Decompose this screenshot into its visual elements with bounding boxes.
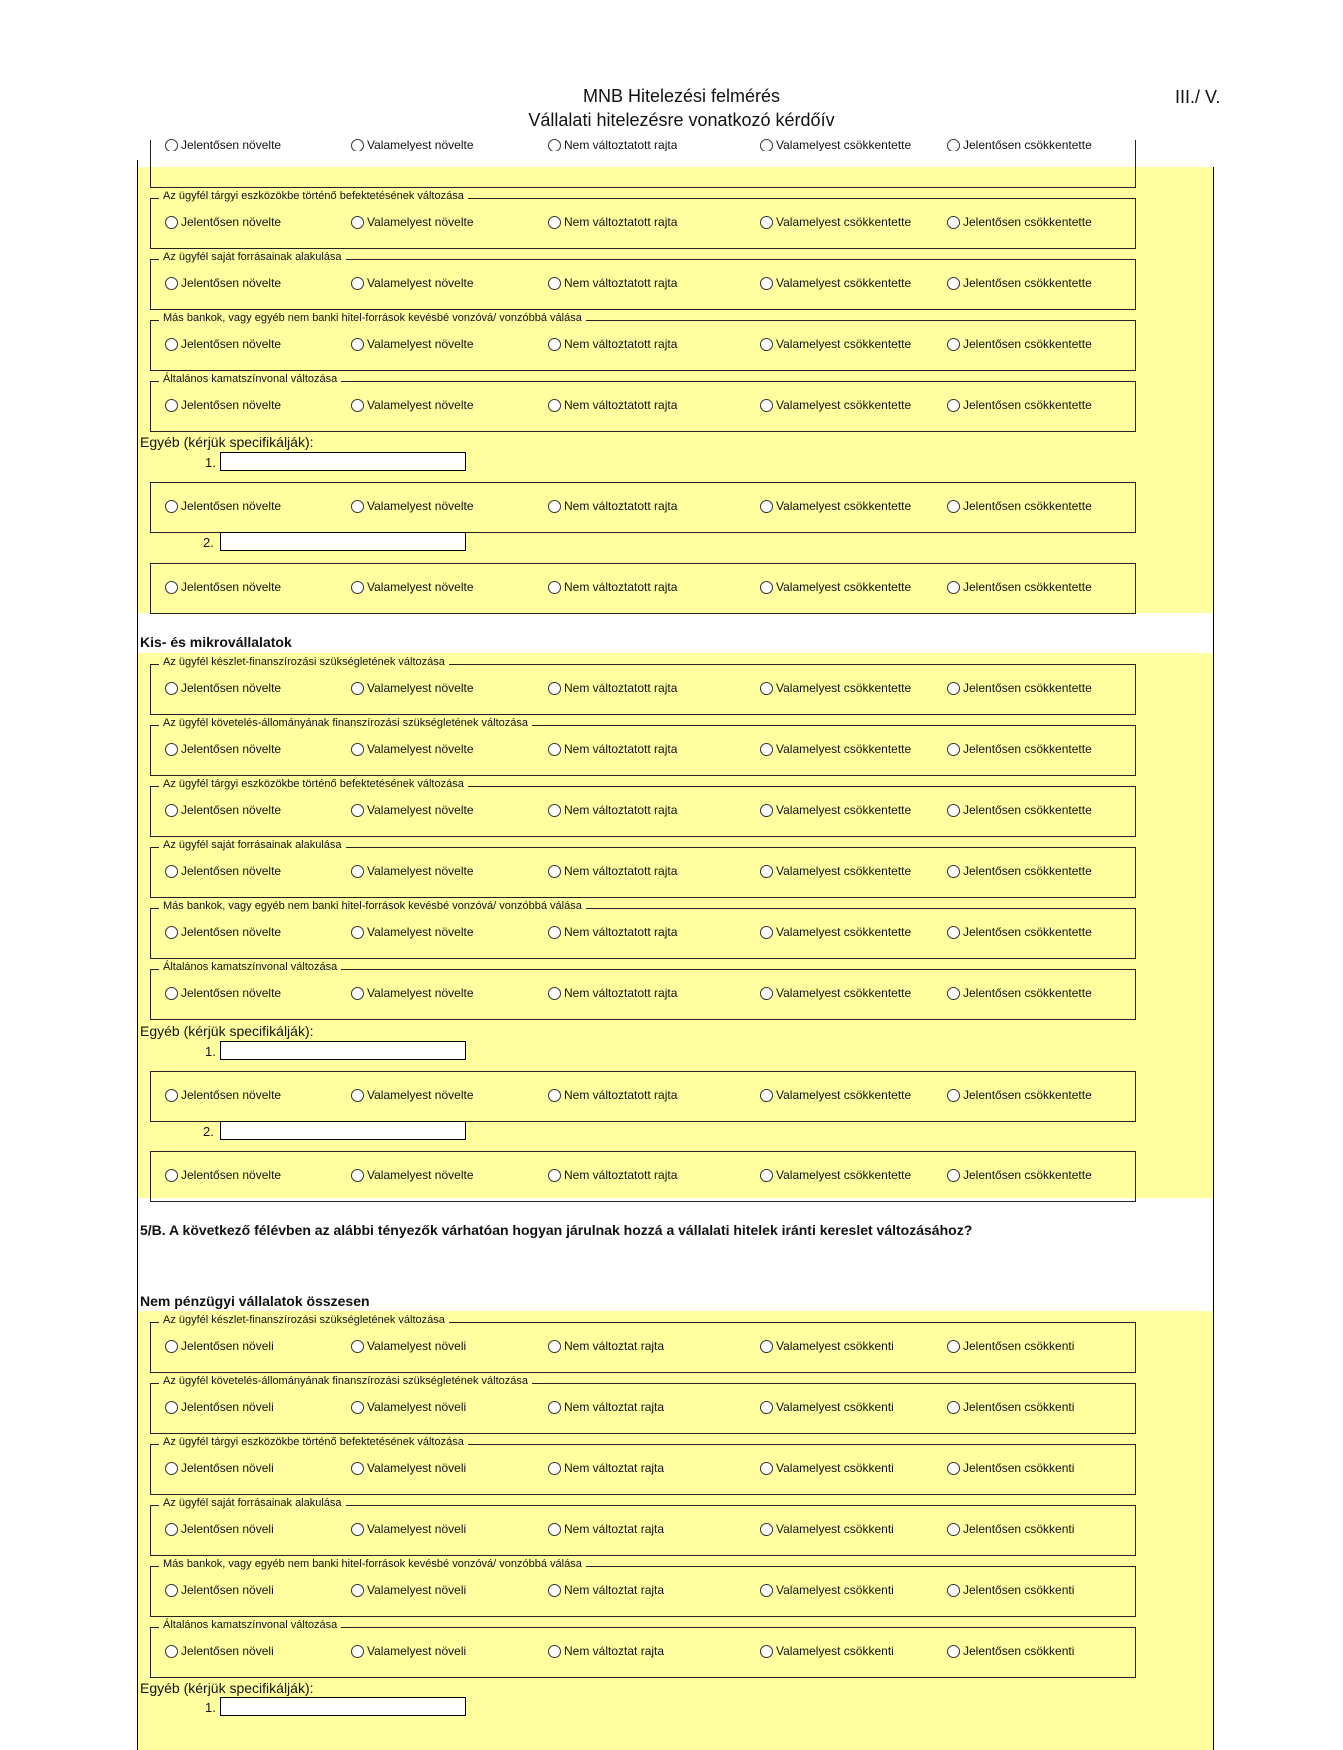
radio-icon[interactable] [165,1401,178,1414]
radio-icon[interactable] [165,216,178,229]
other-input-1[interactable] [220,1697,466,1716]
form-subtitle: Vállalati hitelezésre vonatkozó kérdőív [528,110,835,130]
radio-icon[interactable] [947,399,960,412]
option[interactable]: Nem változtatott rajta [548,139,677,151]
option-no-change[interactable]: Nem változtat rajta [548,1522,664,1536]
radio-icon[interactable] [947,987,960,1000]
factor-group-interest [150,1619,1136,1678]
option-slight-decrease[interactable]: Valamelyest csökkentette [760,276,911,290]
radio-icon[interactable] [548,581,561,594]
option-slight-decrease[interactable]: Valamelyest csökkenti [760,1522,894,1536]
section-title-nonfinancial: Nem pénzügyi vállalatok összesen [140,1293,370,1309]
factor-group-receivables [150,1375,1136,1434]
factor-group-own-funds [150,839,1136,898]
option-strong-decrease[interactable]: Jelentősen csökkentette [947,276,1092,290]
radio-icon[interactable] [351,338,364,351]
radio-icon[interactable] [947,1089,960,1102]
option-no-change[interactable]: Nem változtatott rajta [548,742,677,756]
option-slight-increase[interactable]: Valamelyest növeli [351,1522,466,1536]
factor-label: Más bankok, vagy egyéb nem banki hitel-források kevésbé vonzóvá/ vonzóbbá válása [159,312,586,325]
option-strong-increase[interactable]: Jelentősen növeli [165,1400,274,1414]
radio-icon[interactable] [548,926,561,939]
radio-icon[interactable] [947,682,960,695]
option-slight-decrease[interactable]: Valamelyest csökkenti [760,1583,894,1597]
factor-label: Az ügyfél követelés-állományának finanszírozási szükségletének változása [159,1375,532,1388]
option-slight-decrease[interactable]: Valamelyest csökkentette [760,215,911,229]
radio-icon[interactable] [947,338,960,351]
option-slight-decrease[interactable]: Valamelyest csökkentette [760,864,911,878]
radio-icon[interactable] [351,804,364,817]
option-no-change[interactable]: Nem változtatott rajta [548,215,677,229]
radio-icon[interactable] [760,338,773,351]
question-5b: 5/B. A következő félévben az alábbi tényezők várhatóan hogyan járulnak hozzá a vállalati hitelek iránti kereslet változásához? [140,1222,973,1238]
other-input-2[interactable] [220,1121,466,1140]
option-strong-decrease[interactable]: Jelentősen csökkenti [947,1522,1074,1536]
other-label: Egyéb (kérjük specifikálják): [140,1680,314,1696]
option-slight-decrease[interactable]: Valamelyest csökkentette [760,925,911,939]
radio-icon[interactable] [351,1645,364,1658]
option-slight-increase[interactable]: Valamelyest növeli [351,1644,466,1658]
radio-icon[interactable] [548,987,561,1000]
radio-icon[interactable] [548,338,561,351]
option-no-change[interactable]: Nem változtatott rajta [548,803,677,817]
option-strong-increase[interactable]: Jelentősen növeli [165,1461,274,1475]
option-slight-increase[interactable]: Valamelyest növelte [351,398,474,412]
radio-icon[interactable] [351,581,364,594]
option-slight-decrease[interactable]: Valamelyest csökkentette [760,398,911,412]
radio-icon[interactable] [947,1584,960,1597]
radio-icon[interactable] [760,1462,773,1475]
radio-icon[interactable] [947,277,960,290]
option-strong-decrease[interactable]: Jelentősen csökkentette [947,337,1092,351]
option-no-change[interactable]: Nem változtatott rajta [548,986,677,1000]
option-strong-increase[interactable]: Jelentősen növelte [165,986,281,1000]
radio-icon[interactable] [548,1169,561,1182]
option-slight-decrease[interactable]: Valamelyest csökkenti [760,1461,894,1475]
option-slight-increase[interactable]: Valamelyest növeli [351,1339,466,1353]
radio-icon[interactable] [760,581,773,594]
radio-icon[interactable] [947,804,960,817]
radio-icon[interactable] [165,1089,178,1102]
factor-label: Az ügyfél saját forrásainak alakulása [159,1497,346,1510]
left-border [137,160,138,1750]
radio-icon[interactable] [760,1584,773,1597]
radio-icon[interactable] [947,1462,960,1475]
option-slight-decrease[interactable]: Valamelyest csökkentette [760,986,911,1000]
factor-label: Általános kamatszínvonal változása [159,1619,341,1632]
option-no-change[interactable]: Nem változtatott rajta [548,925,677,939]
option-slight-increase[interactable]: Valamelyest növelte [351,803,474,817]
radio-icon[interactable] [351,277,364,290]
factor-group-other-banks [150,900,1136,959]
factor-group-other-2 [150,563,1136,614]
option-slight-increase[interactable]: Valamelyest növeli [351,1583,466,1597]
factor-group-interest [150,961,1136,1020]
radio-icon[interactable] [351,139,364,151]
option-no-change[interactable]: Nem változtat rajta [548,1400,664,1414]
radio-icon[interactable] [165,1645,178,1658]
factor-label: Az ügyfél saját forrásainak alakulása [159,839,346,852]
option-no-change[interactable]: Nem változtatott rajta [548,276,677,290]
radio-icon[interactable] [760,1089,773,1102]
option-no-change[interactable]: Nem változtatott rajta [548,499,677,513]
factor-group-receivables [150,717,1136,776]
option-slight-increase[interactable]: Valamelyest növelte [351,215,474,229]
radio-icon[interactable] [760,1340,773,1353]
factor-group-other-1 [150,482,1136,533]
option-no-change[interactable]: Nem változtat rajta [548,1644,664,1658]
factor-label: Általános kamatszínvonal változása [159,373,341,386]
radio-icon[interactable] [947,1523,960,1536]
option-strong-decrease[interactable]: Jelentősen csökkentette [947,1088,1092,1102]
radio-icon[interactable] [351,987,364,1000]
radio-icon[interactable] [165,987,178,1000]
option-strong-increase[interactable]: Jelentősen növelte [165,803,281,817]
option-slight-decrease[interactable]: Valamelyest csökkentette [760,681,911,695]
radio-icon[interactable] [760,216,773,229]
radio-icon[interactable] [351,500,364,513]
option-strong-decrease[interactable]: Jelentősen csökkentette [947,986,1092,1000]
option-no-change[interactable]: Nem változtatott rajta [548,864,677,878]
factor-label: Más bankok, vagy egyéb nem banki hitel-források kevésbé vonzóvá/ vonzóbbá válása [159,900,586,913]
radio-icon[interactable] [548,1645,561,1658]
radio-icon[interactable] [760,1645,773,1658]
radio-icon[interactable] [947,1340,960,1353]
radio-icon[interactable] [351,1089,364,1102]
option-slight-decrease[interactable]: Valamelyest csökkentette [760,803,911,817]
option-strong-increase[interactable]: Jelentősen növelte [165,681,281,695]
option-slight-decrease[interactable]: Valamelyest csökkentette [760,742,911,756]
radio-icon[interactable] [165,743,178,756]
factor-group-fixed-assets [150,778,1136,837]
radio-icon[interactable] [947,216,960,229]
option-strong-decrease[interactable]: Jelentősen csökkentette [947,803,1092,817]
option[interactable]: Valamelyest növelte [351,139,474,151]
radio-icon[interactable] [760,1401,773,1414]
radio-icon[interactable] [760,1523,773,1536]
radio-icon[interactable] [548,277,561,290]
other-label: Egyéb (kérjük specifikálják): [140,434,314,450]
factor-group-cutoff [150,140,1136,188]
option-no-change[interactable]: Nem változtatott rajta [548,1168,677,1182]
factor-group-other-1 [150,1071,1136,1122]
option-slight-increase[interactable]: Valamelyest növelte [351,580,474,594]
option[interactable]: Jelentősen növelte [165,139,281,151]
radio-icon[interactable] [760,743,773,756]
radio-icon[interactable] [351,682,364,695]
option-slight-increase[interactable]: Valamelyest növelte [351,681,474,695]
radio-icon[interactable] [548,500,561,513]
factor-group-inventory [150,656,1136,715]
option-strong-decrease[interactable]: Jelentősen csökkenti [947,1400,1074,1414]
option-no-change[interactable]: Nem változtatott rajta [548,337,677,351]
factor-group-other-2 [150,1151,1136,1202]
radio-icon[interactable] [165,1462,178,1475]
option-no-change[interactable]: Nem változtatott rajta [548,580,677,594]
factor-label: Az ügyfél készlet-finanszírozási szükségletének változása [159,656,449,669]
option-strong-increase[interactable]: Jelentősen növelte [165,580,281,594]
option-strong-decrease[interactable]: Jelentősen csökkenti [947,1583,1074,1597]
option-slight-increase[interactable]: Valamelyest növelte [351,864,474,878]
radio-icon[interactable] [351,1340,364,1353]
form-title: MNB Hitelezési felmérés [582,86,781,106]
radio-icon[interactable] [548,804,561,817]
option-slight-decrease[interactable]: Valamelyest csökkentette [760,499,911,513]
option-strong-increase[interactable]: Jelentősen növeli [165,1583,274,1597]
radio-icon[interactable] [947,500,960,513]
factor-group-inventory [150,1314,1136,1373]
radio-icon[interactable] [760,139,773,151]
option-slight-increase[interactable]: Valamelyest növelte [351,1088,474,1102]
option-slight-increase[interactable]: Valamelyest növeli [351,1400,466,1414]
radio-icon[interactable] [351,1401,364,1414]
radio-icon[interactable] [760,1169,773,1182]
radio-icon[interactable] [165,926,178,939]
radio-icon[interactable] [165,1169,178,1182]
option-strong-increase[interactable]: Jelentősen növelte [165,337,281,351]
radio-icon[interactable] [165,682,178,695]
option-no-change[interactable]: Nem változtatott rajta [548,398,677,412]
option-strong-decrease[interactable]: Jelentősen csökkentette [947,864,1092,878]
factor-group-fixed-assets [150,190,1136,249]
radio-icon[interactable] [947,1401,960,1414]
radio-icon[interactable] [760,277,773,290]
factor-group-interest [150,373,1136,432]
option-slight-increase[interactable]: Valamelyest növelte [351,742,474,756]
radio-icon[interactable] [165,277,178,290]
other-item-number: 1. [205,455,216,470]
other-label: Egyéb (kérjük specifikálják): [140,1023,314,1039]
option-slight-increase[interactable]: Valamelyest növelte [351,925,474,939]
other-item-number: 1. [205,1700,216,1715]
radio-icon[interactable] [165,338,178,351]
factor-label: Az ügyfél tárgyi eszközökbe történő befektetésének változása [159,1436,468,1449]
other-input-1[interactable] [220,452,466,471]
radio-icon[interactable] [760,987,773,1000]
factor-label: Az ügyfél tárgyi eszközökbe történő befektetésének változása [159,190,468,203]
radio-icon[interactable] [548,1340,561,1353]
radio-icon[interactable] [548,1523,561,1536]
option[interactable]: Valamelyest csökkentette [760,139,911,151]
radio-icon[interactable] [548,1462,561,1475]
radio-icon[interactable] [760,399,773,412]
option-strong-decrease[interactable]: Jelentősen csökkentette [947,925,1092,939]
radio-icon[interactable] [165,581,178,594]
radio-icon[interactable] [165,139,178,151]
option-slight-decrease[interactable]: Valamelyest csökkenti [760,1339,894,1353]
radio-icon[interactable] [351,1462,364,1475]
option-strong-increase[interactable]: Jelentősen növelte [165,864,281,878]
option-strong-increase[interactable]: Jelentősen növeli [165,1339,274,1353]
option-no-change[interactable]: Nem változtatott rajta [548,681,677,695]
factor-group-fixed-assets [150,1436,1136,1495]
option-slight-increase[interactable]: Valamelyest növeli [351,1461,466,1475]
option-strong-increase[interactable]: Jelentősen növelte [165,1168,281,1182]
factor-label: Más bankok, vagy egyéb nem banki hitel-források kevésbé vonzóvá/ vonzóbbá válása [159,1558,586,1571]
factor-label: Az ügyfél készlet-finanszírozási szükségletének változása [159,1314,449,1327]
option-no-change[interactable]: Nem változtat rajta [548,1339,664,1353]
option-slight-decrease[interactable]: Valamelyest csökkenti [760,1400,894,1414]
option-strong-increase[interactable]: Jelentősen növelte [165,742,281,756]
option-strong-decrease[interactable]: Jelentősen csökkenti [947,1644,1074,1658]
radio-icon[interactable] [351,743,364,756]
radio-icon[interactable] [165,399,178,412]
option-strong-increase[interactable]: Jelentősen növelte [165,398,281,412]
radio-icon[interactable] [548,682,561,695]
radio-icon[interactable] [760,682,773,695]
option-slight-increase[interactable]: Valamelyest növelte [351,1168,474,1182]
option-strong-increase[interactable]: Jelentősen növeli [165,1522,274,1536]
radio-icon[interactable] [548,216,561,229]
factor-group-other-banks [150,312,1136,371]
radio-icon[interactable] [760,865,773,878]
other-item-number: 1. [205,1044,216,1059]
option-no-change[interactable]: Nem változtatott rajta [548,1088,677,1102]
radio-icon[interactable] [947,581,960,594]
radio-icon[interactable] [165,1523,178,1536]
radio-icon[interactable] [165,500,178,513]
option[interactable]: Jelentősen csökkentette [947,139,1092,151]
radio-icon[interactable] [760,804,773,817]
option-slight-decrease[interactable]: Valamelyest csökkentette [760,1088,911,1102]
radio-icon[interactable] [947,865,960,878]
radio-icon[interactable] [351,399,364,412]
option-strong-decrease[interactable]: Jelentősen csökkentette [947,215,1092,229]
radio-icon[interactable] [165,1584,178,1597]
other-item-number: 2. [203,1124,214,1139]
radio-icon[interactable] [548,1584,561,1597]
factor-group-other-banks [150,1558,1136,1617]
radio-icon[interactable] [165,865,178,878]
factor-label: Általános kamatszínvonal változása [159,961,341,974]
option-strong-increase[interactable]: Jelentősen növelte [165,1088,281,1102]
radio-icon[interactable] [548,865,561,878]
radio-icon[interactable] [947,926,960,939]
option-slight-increase[interactable]: Valamelyest növelte [351,986,474,1000]
option-strong-decrease[interactable]: Jelentősen csökkenti [947,1461,1074,1475]
factor-group-own-funds [150,1497,1136,1556]
radio-icon[interactable] [548,399,561,412]
option-slight-increase[interactable]: Valamelyest növelte [351,337,474,351]
radio-icon[interactable] [548,743,561,756]
option-slight-decrease[interactable]: Valamelyest csökkentette [760,337,911,351]
radio-icon[interactable] [548,1401,561,1414]
radio-icon[interactable] [760,926,773,939]
other-item-number: 2. [203,535,214,550]
factor-label: Az ügyfél saját forrásainak alakulása [159,251,346,264]
radio-icon[interactable] [548,139,561,151]
radio-icon[interactable] [947,743,960,756]
option-strong-increase[interactable]: Jelentősen növelte [165,276,281,290]
option-strong-decrease[interactable]: Jelentősen csökkentette [947,681,1092,695]
radio-icon[interactable] [165,804,178,817]
option-strong-decrease[interactable]: Jelentősen csökkentette [947,398,1092,412]
option-slight-increase[interactable]: Valamelyest növelte [351,276,474,290]
radio-icon[interactable] [351,1584,364,1597]
factor-label: Az ügyfél követelés-állományának finanszírozási szükségletének változása [159,717,532,730]
option-strong-decrease[interactable]: Jelentősen csökkenti [947,1339,1074,1353]
radio-icon[interactable] [947,139,960,151]
option-strong-decrease[interactable]: Jelentősen csökkentette [947,1168,1092,1182]
option-strong-increase[interactable]: Jelentősen növelte [165,215,281,229]
radio-icon[interactable] [548,1089,561,1102]
factor-label: Az ügyfél tárgyi eszközökbe történő befektetésének változása [159,778,468,791]
radio-icon[interactable] [351,865,364,878]
radio-icon[interactable] [760,500,773,513]
section-title-small-companies: Kis- és mikrovállalatok [140,634,292,650]
option-strong-decrease[interactable]: Jelentősen csökkentette [947,580,1092,594]
option-strong-increase[interactable]: Jelentősen növelte [165,499,281,513]
option-slight-decrease[interactable]: Valamelyest csökkentette [760,1168,911,1182]
radio-icon[interactable] [351,1523,364,1536]
option-slight-increase[interactable]: Valamelyest növelte [351,499,474,513]
factor-group-own-funds [150,251,1136,310]
radio-icon[interactable] [947,1169,960,1182]
option-slight-decrease[interactable]: Valamelyest csökkenti [760,1644,894,1658]
option-slight-decrease[interactable]: Valamelyest csökkentette [760,580,911,594]
other-input-1[interactable] [220,1041,466,1060]
radio-icon[interactable] [351,926,364,939]
other-input-2[interactable] [220,532,466,551]
option-no-change[interactable]: Nem változtat rajta [548,1583,664,1597]
radio-icon[interactable] [351,1169,364,1182]
right-border [1213,167,1214,1750]
radio-icon[interactable] [165,1340,178,1353]
radio-icon[interactable] [351,216,364,229]
option-strong-increase[interactable]: Jelentősen növeli [165,1644,274,1658]
page-number: III./ V. [1175,87,1221,107]
option-strong-increase[interactable]: Jelentősen növelte [165,925,281,939]
radio-icon[interactable] [947,1645,960,1658]
option-strong-decrease[interactable]: Jelentősen csökkentette [947,499,1092,513]
option-no-change[interactable]: Nem változtat rajta [548,1461,664,1475]
option-strong-decrease[interactable]: Jelentősen csökkentette [947,742,1092,756]
